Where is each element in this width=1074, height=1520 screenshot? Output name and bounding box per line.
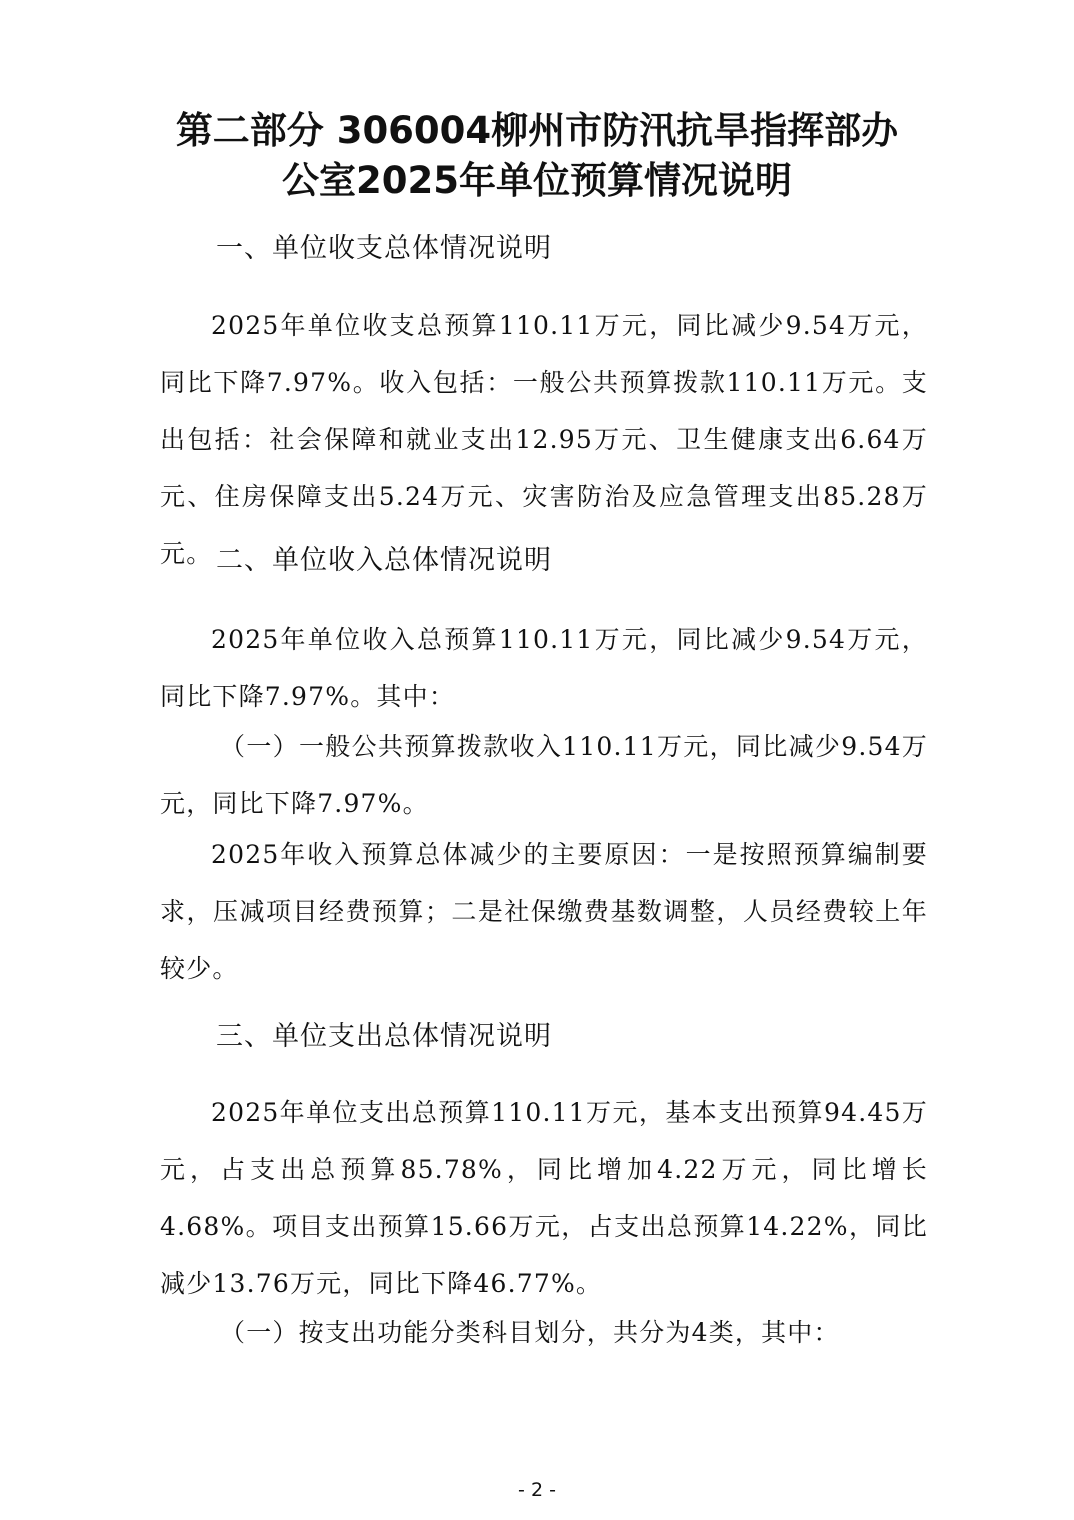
section-3-paragraph-1: 2025年单位支出总预算110.11万元，基本支出预算94.45万元，占支出总预算85.78%，同比增加4.22万元，同比增长4.68%。项目支出预算15.66万元，占支出总预算14.22%，同比减少13.76万元，同比下降46.77%。 <box>160 1098 928 1298</box>
section-heading-1: 一、单位收支总体情况说明 <box>216 233 552 264</box>
section-1-paragraph-1: 2025年单位收支总预算110.11万元，同比减少9.54万元，同比下降7.97%。收入包括：一般公共预算拨款110.11万元。支出包括：社会保障和就业支出12.95万元、卫生健康支出6.64万元、住房保障支出5.24万元、灾害防治及应急管理支出85.28万元。 <box>160 311 928 568</box>
page-number: - 2 - <box>518 1479 556 1501</box>
section-3-paragraph-2: （一）按支出功能分类科目划分，共分为4类，其中： <box>220 1318 840 1347</box>
section-2-paragraph-1: 2025年单位收入总预算110.11万元，同比减少9.54万元，同比下降7.97%。其中： <box>160 625 928 711</box>
page-title-line-2: 公室2025年单位预算情况说明 <box>282 159 792 202</box>
section-2-paragraph-2: （一）一般公共预算拨款收入110.11万元，同比减少9.54万元，同比下降7.97%。 <box>160 732 928 818</box>
section-heading-2: 二、单位收入总体情况说明 <box>216 545 552 576</box>
page-title-line-1: 第二部分 306004柳州市防汛抗旱指挥部办 <box>175 109 899 152</box>
page-title <box>0 106 1074 206</box>
section-heading-3: 三、单位支出总体情况说明 <box>216 1021 552 1052</box>
section-2-paragraph-3: 2025年收入预算总体减少的主要原因：一是按照预算编制要求，压减项目经费预算；二是社保缴费基数调整，人员经费较上年较少。 <box>160 840 928 983</box>
